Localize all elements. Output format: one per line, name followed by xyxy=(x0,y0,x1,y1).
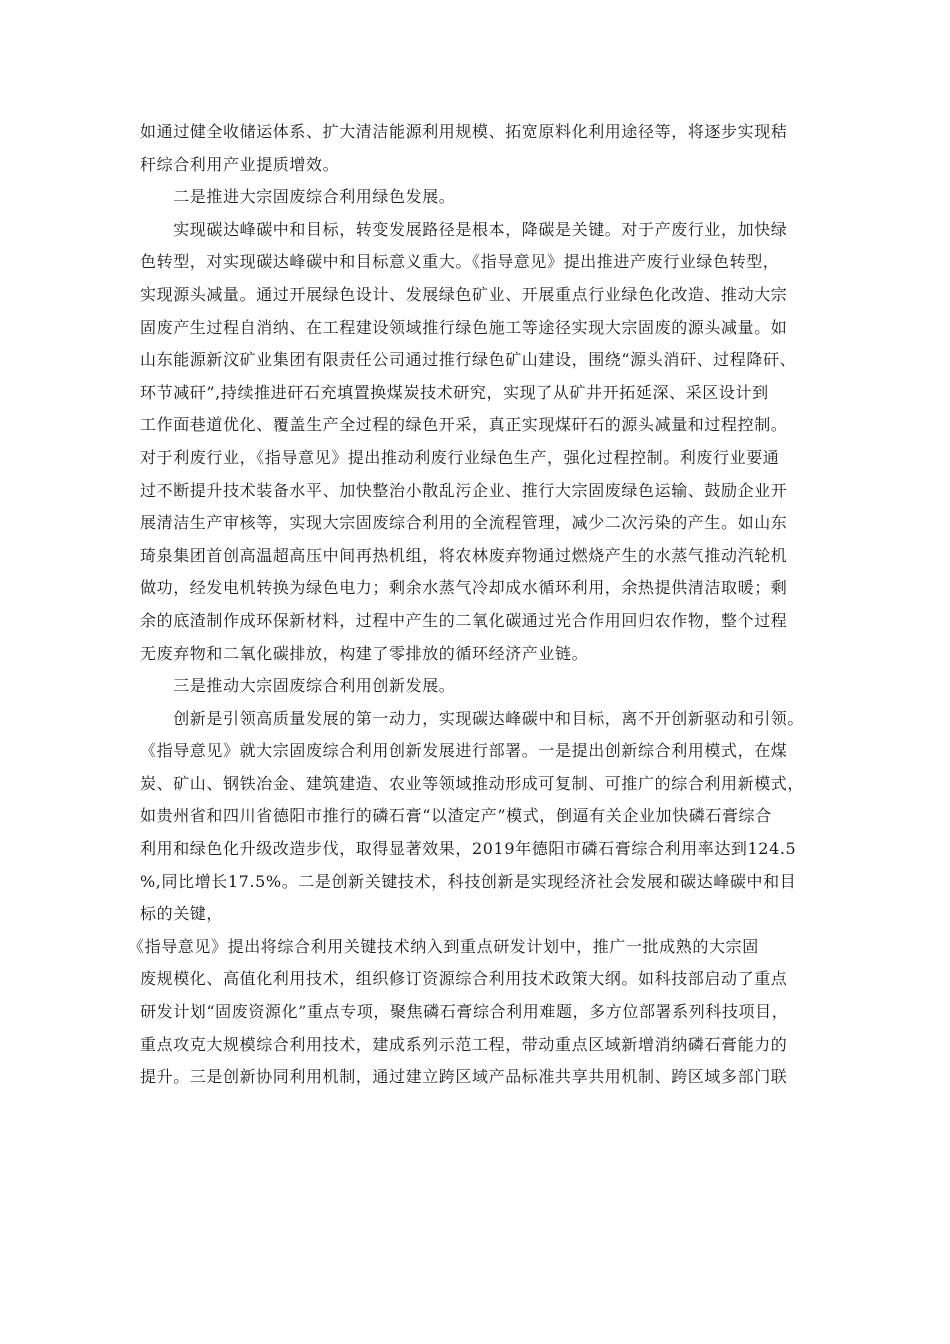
text-line: 废规模化、高值化利用技术，组织修订资源综合利用技术政策大纲。如科技部启动了重点 xyxy=(140,969,788,989)
text-line: 提升。三是创新协同利用机制，通过建立跨区域产品标准共享共用机制、跨区域多部门联 xyxy=(140,1067,788,1087)
text-line: 《指导意见》就大宗固废综合利用创新发展进行部署。一是提出创新综合利用模式，在煤 xyxy=(140,741,788,761)
text-line: 如通过健全收储运体系、扩大清洁能源利用规模、拓宽原料化利用途径等，将逐步实现秸 xyxy=(140,122,788,141)
text-line: 标的关键， xyxy=(140,904,224,924)
text-line: 如贵州省和四川省德阳市推行的磷石膏“以渣定产”模式，倒逼有关企业加快磷石膏综合 xyxy=(140,806,772,826)
text-line: 环节减矸”,持续推进矸石充填置换煤炭技术研究，实现了从矿井开拓延深、采区设计到 xyxy=(140,382,769,402)
body-text xyxy=(128,116,820,1094)
text-line: 重点攻克大规模综合利用技术，建成系列示范工程，带动重点区域新增消纳磷石膏能力的 xyxy=(140,1034,788,1054)
text-line: 做功，经发电机转换为绿色电力；剩余水蒸气冷却成水循环利用，余热提供清洁取暖；剩 xyxy=(140,578,788,598)
text-line: 炭、矿山、钢铁冶金、建筑建造、农业等领域推动形成可复制、可推广的综合利用新模式， xyxy=(140,773,805,793)
text-line: 实现碳达峰碳中和目标，转变发展路径是根本，降碳是关键。对于产废行业，加快绿 xyxy=(140,219,788,239)
text-line: 色转型，对实现碳达峰碳中和目标意义重大。《指导意见》提出推进产废行业绿色转型， xyxy=(140,252,780,272)
text-line: 工作面巷道优化、覆盖生产全过程的绿色开采，真正实现煤矸石的源头减量和过程控制。 xyxy=(140,415,788,435)
text-line: 展清洁生产审核等，实现大宗固废综合利用的全流程管理，减少二次污染的产生。如山东 xyxy=(140,513,788,533)
section-heading: 二是推进大宗固废综合利用绿色发展。 xyxy=(140,187,456,207)
text-line: 山东能源新汶矿业集团有限责任公司通过推行绿色矿山建设，围绕“源头消矸、过程降矸、 xyxy=(140,350,797,370)
text-line: 无废弃物和二氧化碳排放，构建了零排放的循环经济产业链。 xyxy=(140,643,589,663)
text-line: 实现源头减量。通过开展绿色设计、发展绿色矿业、开展重点行业绿色化改造、推动大宗 xyxy=(140,284,788,304)
text-line: 余的底渣制作成环保新材料，过程中产生的二氧化碳通过光合作用回归农作物，整个过程 xyxy=(140,610,788,630)
text-line: 固废产生过程自消纳、在工程建设领域推行绿色施工等途径实现大宗固废的源头减量。如 xyxy=(140,317,788,337)
text-line: 利用和绿色化升级改造步伐，取得显著效果，2019年德阳市磷石膏综合利用率达到124.5 xyxy=(140,839,797,859)
text-line: 琦泉集团首创高温超高压中间再热机组，将农林废弃物通过燃烧产生的水蒸气推动汽轮机 xyxy=(140,545,788,565)
text-line: %,同比增长17.5%。二是创新关键技术，科技创新是实现经济社会发展和碳达峰碳中和目 xyxy=(140,871,797,891)
text-line: 《指导意见》提出将综合利用关键技术纳入到重点研发计划中，推广一批成熟的大宗固 xyxy=(128,936,759,956)
text-line: 秆综合利用产业提质增效。 xyxy=(140,154,340,174)
text-line: 研发计划“固废资源化”重点专项，聚焦磷石膏综合利用难题，多方位部署系列科技项目， xyxy=(140,1002,789,1022)
section-heading: 三是推动大宗固废综合利用创新发展。 xyxy=(140,676,456,696)
text-line: 过不断提升技术装备水平、加快整治小散乱污企业、推行大宗固废绿色运输、鼓励企业开 xyxy=(140,480,788,500)
text-line: 创新是引领高质量发展的第一动力，实现碳达峰碳中和目标，离不开创新驱动和引领。 xyxy=(140,708,805,728)
text-line: 对于利废行业，《指导意见》提出推动利废行业绿色生产，强化过程控制。利废行业要通 xyxy=(140,447,780,467)
